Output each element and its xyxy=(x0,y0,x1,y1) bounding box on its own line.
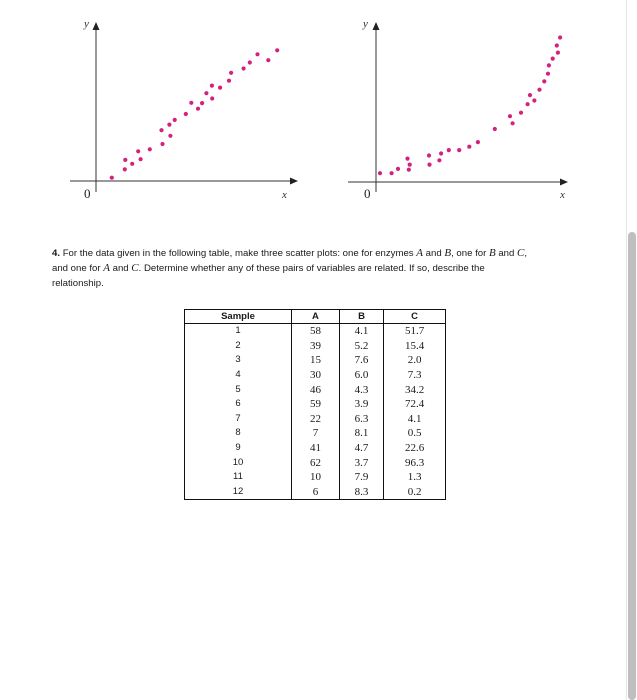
table-row xyxy=(185,339,446,354)
cell-c: 22.6 xyxy=(384,441,446,456)
cell-b: 4.1 xyxy=(339,324,383,339)
scatter-point xyxy=(407,168,411,172)
variable-c: C xyxy=(131,262,139,274)
scatter-point xyxy=(210,96,214,100)
x-axis-arrow xyxy=(560,179,568,186)
cell-a: 58 xyxy=(291,324,339,339)
scatter-point xyxy=(159,128,163,132)
scatter-point xyxy=(447,148,451,152)
scatter-point xyxy=(390,171,394,175)
header-a: A xyxy=(291,310,339,324)
scatter-point xyxy=(427,153,431,157)
table-row xyxy=(185,485,446,500)
scatter-point xyxy=(467,145,471,149)
table-body xyxy=(185,324,446,500)
scatter-point xyxy=(378,171,382,175)
scatter-point xyxy=(519,111,523,115)
cell-b: 8.1 xyxy=(339,426,383,441)
problem-text: For the data given in the following table, make three scatter plots: one for enzymes xyxy=(62,248,417,259)
origin-label: 0 xyxy=(84,186,91,201)
variable-b: B xyxy=(444,247,452,259)
scatter-point xyxy=(526,102,530,106)
cell-a: 10 xyxy=(291,470,339,485)
table-row xyxy=(185,382,446,397)
scatter-point xyxy=(405,157,409,161)
scatter-point xyxy=(229,71,233,75)
cell-sample: 1 xyxy=(235,325,241,337)
scatter-point xyxy=(547,63,551,67)
scatter-point xyxy=(439,151,443,155)
scatter-point xyxy=(200,101,204,105)
cell-c: 1.3 xyxy=(384,470,446,485)
scatter-point xyxy=(136,149,140,153)
scatter-point xyxy=(493,127,497,131)
scatter-point xyxy=(110,176,114,180)
scatter-point xyxy=(227,79,231,83)
scatter-point xyxy=(537,88,541,92)
scatter-point xyxy=(457,148,461,152)
scatter-point xyxy=(148,147,152,151)
scatter-point xyxy=(255,52,259,56)
problem-text: and xyxy=(109,263,132,274)
scatter-plot-exponential xyxy=(338,16,588,216)
table-row xyxy=(185,353,446,368)
problem-text: , one for xyxy=(451,248,489,259)
problem-text: relationship. xyxy=(52,278,104,289)
cell-a: 30 xyxy=(291,368,339,383)
cell-sample: 12 xyxy=(232,485,244,497)
cell-c: 34.2 xyxy=(384,382,446,397)
problem-text: and xyxy=(495,248,518,259)
header-b: B xyxy=(339,310,383,324)
cell-sample: 2 xyxy=(235,339,241,351)
cell-sample: 4 xyxy=(235,369,241,381)
scatter-point xyxy=(532,98,536,102)
data-points xyxy=(110,48,280,180)
cell-sample: 6 xyxy=(235,398,241,410)
y-axis-arrow xyxy=(373,22,380,30)
problem-number: 4. xyxy=(52,248,61,259)
cell-c: 15.4 xyxy=(384,339,446,354)
cell-b: 3.9 xyxy=(339,397,383,412)
scatter-point xyxy=(528,93,532,97)
scatter-plot-linear xyxy=(60,16,310,216)
cell-a: 15 xyxy=(291,353,339,368)
problem-text: , xyxy=(524,248,528,259)
scatter-point xyxy=(173,118,177,122)
scatter-point xyxy=(139,157,143,161)
cell-c: 2.0 xyxy=(384,353,446,368)
problem-line-2 xyxy=(52,261,592,276)
table-row xyxy=(185,412,446,427)
x-axis-label: x xyxy=(560,189,565,201)
cell-b: 6.0 xyxy=(339,368,383,383)
scatter-point xyxy=(218,86,222,90)
cell-c: 0.5 xyxy=(384,426,446,441)
scatter-point xyxy=(408,163,412,167)
cell-b: 7.9 xyxy=(339,470,383,485)
scatter-point xyxy=(511,121,515,125)
cell-sample: 11 xyxy=(233,471,243,483)
variable-b: B xyxy=(488,247,496,259)
cell-a: 6 xyxy=(291,485,339,500)
scatter-point xyxy=(437,158,441,162)
cell-c: 0.2 xyxy=(384,485,446,500)
y-axis-arrow xyxy=(93,22,100,30)
variable-a: A xyxy=(103,262,110,274)
cell-sample: 7 xyxy=(235,412,241,424)
scatter-point xyxy=(546,72,550,76)
scatter-point xyxy=(160,142,164,146)
scatter-point xyxy=(123,167,127,171)
scatter-point xyxy=(542,79,546,83)
problem-text: . Determine whether any of these pairs of variables are related. If so, describe the xyxy=(138,263,485,274)
problem-line-3 xyxy=(52,276,592,291)
cell-a: 22 xyxy=(291,412,339,427)
problem-4-text xyxy=(52,246,592,291)
cell-sample: 10 xyxy=(232,456,244,468)
cell-c: 51.7 xyxy=(384,324,446,339)
cell-b: 3.7 xyxy=(339,455,383,470)
y-axis-label: y xyxy=(84,18,89,30)
cell-c: 4.1 xyxy=(384,412,446,427)
cell-b: 4.7 xyxy=(339,441,383,456)
scatter-point xyxy=(558,35,562,39)
scatter-point xyxy=(184,112,188,116)
cell-b: 8.3 xyxy=(339,485,383,500)
enzyme-data-table xyxy=(184,309,446,500)
scatter-point xyxy=(204,91,208,95)
scatter-point xyxy=(476,140,480,144)
cell-a: 62 xyxy=(291,455,339,470)
header-sample: Sample xyxy=(185,310,292,324)
y-axis-label: y xyxy=(363,18,368,30)
cell-c: 7.3 xyxy=(384,368,446,383)
cell-sample: 5 xyxy=(235,383,241,395)
scatter-point xyxy=(275,48,279,52)
scatter-point xyxy=(196,107,200,111)
scatter-point xyxy=(168,134,172,138)
table-row xyxy=(185,470,446,485)
cell-b: 5.2 xyxy=(339,339,383,354)
table-row xyxy=(185,368,446,383)
scatter-point xyxy=(551,57,555,61)
table-row xyxy=(185,397,446,412)
cell-sample: 8 xyxy=(235,427,241,439)
table-row xyxy=(185,324,446,339)
table-row xyxy=(185,441,446,456)
scrollbar-thumb[interactable] xyxy=(628,232,636,700)
x-axis-arrow xyxy=(290,178,298,185)
scatter-point xyxy=(189,101,193,105)
scatter-point xyxy=(427,163,431,167)
scatter-point xyxy=(396,167,400,171)
scatter-point xyxy=(556,51,560,55)
scatter-point xyxy=(555,43,559,47)
variable-a: A xyxy=(416,247,423,259)
cell-a: 41 xyxy=(291,441,339,456)
variable-c: C xyxy=(517,247,525,259)
cell-b: 7.6 xyxy=(339,353,383,368)
scatter-point xyxy=(248,60,252,64)
cell-b: 6.3 xyxy=(339,412,383,427)
cell-c: 96.3 xyxy=(384,455,446,470)
table-row xyxy=(185,455,446,470)
cell-b: 4.3 xyxy=(339,382,383,397)
table-header-row xyxy=(185,310,446,324)
scatter-point xyxy=(167,123,171,127)
problem-line-1 xyxy=(52,246,592,261)
scatter-point xyxy=(210,84,214,88)
scatter-point xyxy=(242,66,246,70)
cell-sample: 3 xyxy=(235,354,241,366)
problem-text: and xyxy=(422,248,445,259)
scatter-point xyxy=(508,114,512,118)
header-c: C xyxy=(384,310,446,324)
table-row xyxy=(185,426,446,441)
x-axis-label: x xyxy=(282,189,287,201)
problem-text: and one for xyxy=(52,263,104,274)
data-points xyxy=(378,35,562,175)
origin-label: 0 xyxy=(364,186,371,201)
cell-a: 39 xyxy=(291,339,339,354)
cell-a: 46 xyxy=(291,382,339,397)
scatter-point xyxy=(266,58,270,62)
cell-a: 7 xyxy=(291,426,339,441)
cell-c: 72.4 xyxy=(384,397,446,412)
scatter-point xyxy=(123,158,127,162)
cell-sample: 9 xyxy=(235,442,241,454)
cell-a: 59 xyxy=(291,397,339,412)
scatter-point xyxy=(130,162,134,166)
